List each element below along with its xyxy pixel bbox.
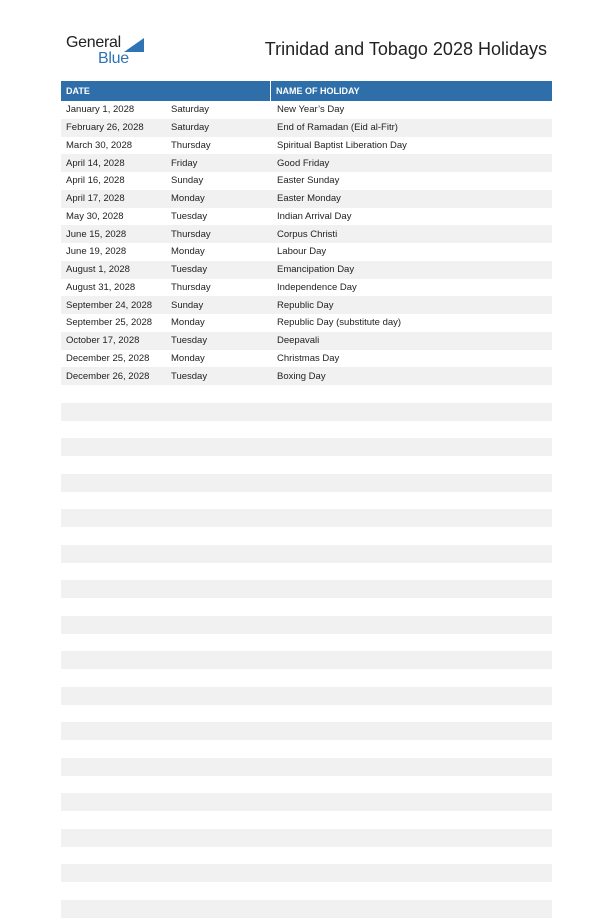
logo-text-general: General (66, 34, 121, 51)
table-row (61, 296, 552, 314)
holiday-date: September 25, 2028 (66, 317, 153, 329)
table-row (61, 563, 552, 581)
table-row (61, 137, 552, 155)
holiday-date: September 24, 2028 (66, 299, 153, 311)
holiday-name: Emancipation Day (277, 264, 355, 276)
table-row (61, 367, 552, 385)
holiday-weekday: Sunday (171, 299, 204, 311)
table-row (61, 101, 552, 119)
table-row (61, 580, 552, 598)
holiday-date: May 30, 2028 (66, 210, 124, 222)
table-row (61, 527, 552, 545)
table-row (61, 438, 552, 456)
holiday-name: New Year’s Day (277, 104, 345, 116)
page-title: Trinidad and Tobago 2028 Holidays (264, 39, 547, 59)
holiday-date: June 19, 2028 (66, 246, 127, 258)
holiday-date: August 1, 2028 (66, 264, 130, 276)
table-row (61, 758, 552, 776)
holiday-date: December 26, 2028 (66, 370, 150, 382)
table-row (61, 119, 552, 137)
table-row (61, 332, 552, 350)
table-row (61, 811, 552, 829)
table-row (61, 172, 552, 190)
table-row (61, 900, 552, 918)
table-row (61, 385, 552, 403)
holiday-weekday: Thursday (171, 139, 211, 151)
table-row (61, 616, 552, 634)
table-row (61, 634, 552, 652)
holiday-weekday: Tuesday (171, 335, 208, 347)
holiday-weekday: Tuesday (171, 264, 208, 276)
table-row (61, 829, 552, 847)
holiday-name: Corpus Christi (277, 228, 338, 240)
holiday-date: October 17, 2028 (66, 335, 140, 347)
holiday-weekday: Friday (171, 157, 198, 169)
holiday-table (61, 81, 552, 918)
logo-text-blue: Blue (98, 50, 129, 67)
holiday-weekday: Tuesday (171, 370, 208, 382)
holiday-weekday: Thursday (171, 281, 211, 293)
table-row (61, 208, 552, 226)
holiday-date: February 26, 2028 (66, 122, 144, 134)
holiday-name: Deepavali (277, 335, 320, 347)
holiday-name: Republic Day (substitute day) (277, 317, 402, 329)
table-row (61, 190, 552, 208)
table-row (61, 793, 552, 811)
holiday-date: June 15, 2028 (66, 228, 127, 240)
holiday-date: December 25, 2028 (66, 352, 150, 364)
holiday-weekday: Monday (171, 352, 205, 364)
holiday-date: August 31, 2028 (66, 281, 136, 293)
holiday-name: Labour Day (277, 246, 327, 258)
table-header (61, 81, 552, 101)
table-row (61, 261, 552, 279)
table-row (61, 403, 552, 421)
holiday-name: Christmas Day (277, 352, 340, 364)
header-date: DATE (66, 86, 90, 96)
generalblue-logo (66, 34, 156, 70)
holiday-weekday: Monday (171, 193, 205, 205)
holiday-weekday: Saturday (171, 104, 210, 116)
holiday-name: Boxing Day (277, 370, 326, 382)
holiday-name: Indian Arrival Day (277, 210, 352, 222)
holiday-date: April 16, 2028 (66, 175, 125, 187)
table-row (61, 847, 552, 865)
table-row (61, 669, 552, 687)
holiday-name: Easter Monday (277, 193, 341, 205)
holiday-weekday: Monday (171, 317, 205, 329)
table-row (61, 882, 552, 900)
table-row (61, 705, 552, 723)
holiday-date: January 1, 2028 (66, 104, 135, 116)
holiday-name: End of Ramadan (Eid al-Fitr) (277, 122, 398, 134)
holiday-name: Easter Sunday (277, 175, 340, 187)
table-row (61, 864, 552, 882)
header-holiday-name: NAME OF HOLIDAY (276, 86, 360, 96)
table-row (61, 722, 552, 740)
table-row (61, 545, 552, 563)
holiday-date: March 30, 2028 (66, 139, 133, 151)
table-row (61, 154, 552, 172)
table-row (61, 243, 552, 261)
holiday-name: Good Friday (277, 157, 330, 169)
table-row (61, 314, 552, 332)
table-row (61, 598, 552, 616)
table-row (61, 350, 552, 368)
table-body (61, 101, 552, 918)
table-row (61, 492, 552, 510)
holiday-weekday: Sunday (171, 175, 204, 187)
table-row (61, 651, 552, 669)
table-row (61, 776, 552, 794)
holiday-date: April 14, 2028 (66, 157, 125, 169)
holiday-name: Republic Day (277, 299, 334, 311)
table-row (61, 456, 552, 474)
table-row (61, 279, 552, 297)
holiday-name: Spiritual Baptist Liberation Day (277, 139, 407, 151)
table-row (61, 509, 552, 527)
table-row (61, 421, 552, 439)
holiday-name: Independence Day (277, 281, 357, 293)
holiday-date: April 17, 2028 (66, 193, 125, 205)
holiday-weekday: Thursday (171, 228, 211, 240)
table-row (61, 225, 552, 243)
table-row (61, 474, 552, 492)
holiday-weekday: Monday (171, 246, 205, 258)
holiday-weekday: Saturday (171, 122, 210, 134)
table-row (61, 687, 552, 705)
holiday-weekday: Tuesday (171, 210, 208, 222)
table-row (61, 740, 552, 758)
